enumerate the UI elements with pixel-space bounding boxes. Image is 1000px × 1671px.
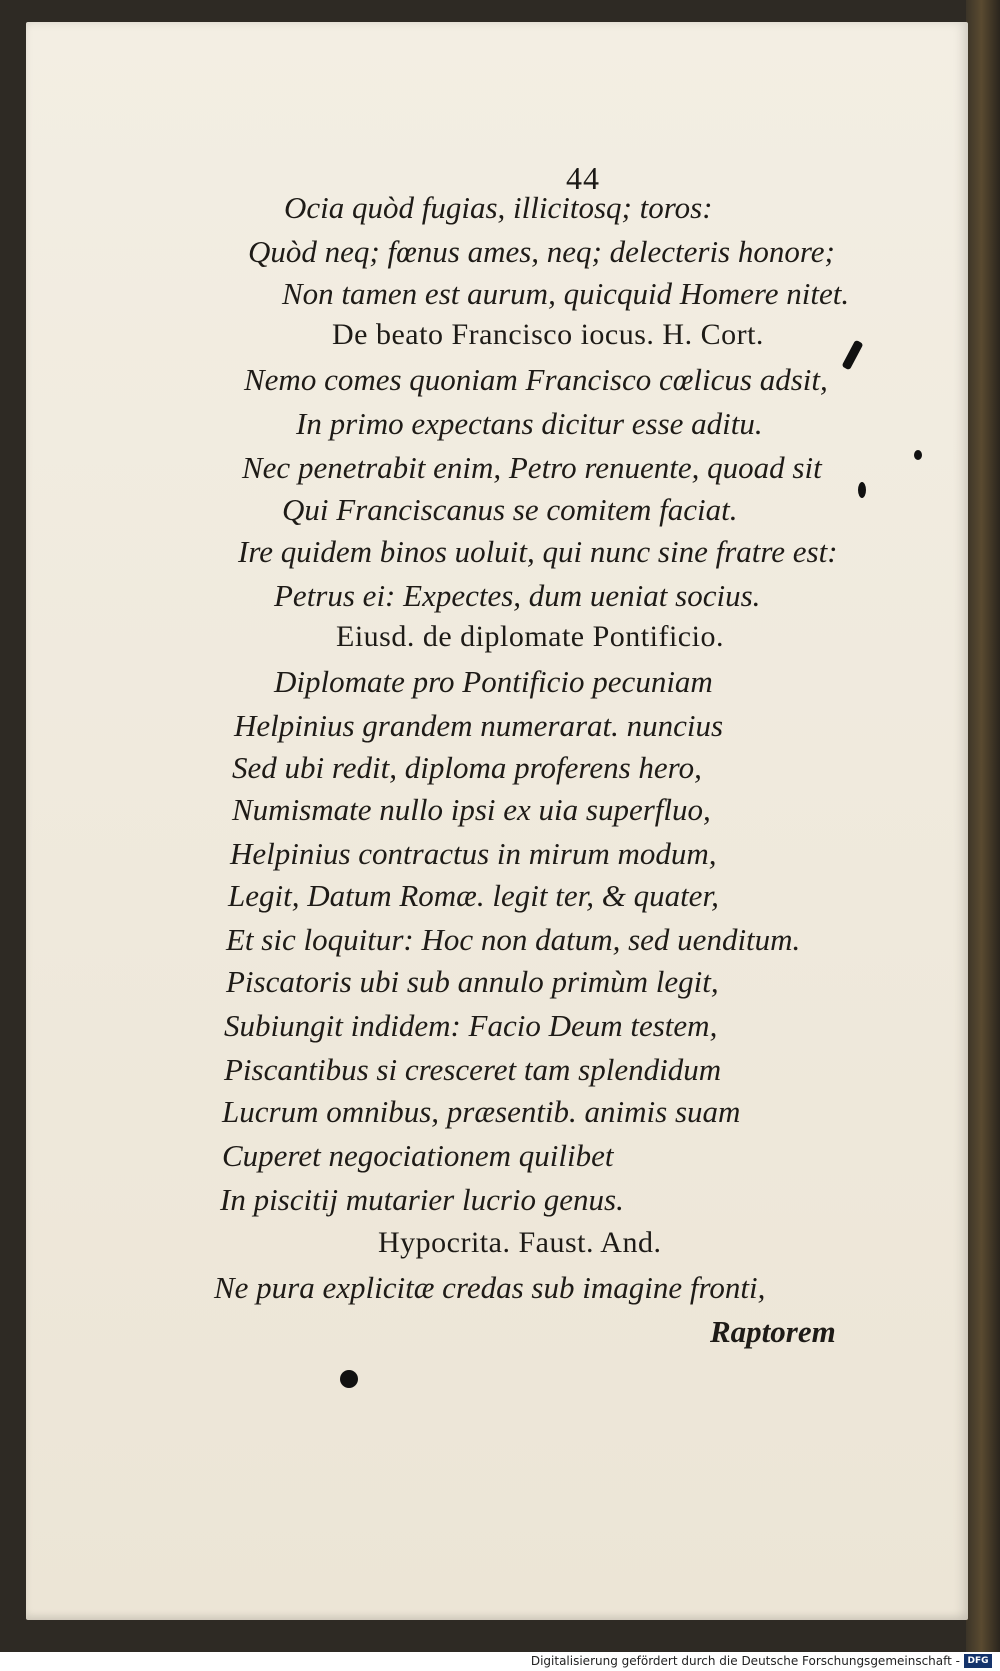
text-line: Helpinius grandem numerarat. nuncius — [234, 708, 724, 743]
text-line: Subiungit indidem: Facio Deum testem, — [224, 1008, 718, 1043]
text-line: Ne pura explicitæ credas sub imagine fronti, — [214, 1270, 766, 1305]
text-line: Nec penetrabit enim, Petro renuente, quoad sit — [242, 450, 822, 485]
text-line: Qui Franciscanus se comitem faciat. — [282, 492, 738, 527]
footer-bar — [0, 1652, 1000, 1671]
text-line: In piscitij mutarier lucrio genus. — [220, 1182, 624, 1217]
text-line: Quòd neq; fœnus ames, neq; delecteris honore; — [248, 234, 835, 269]
text-line: Ire quidem binos uoluit, qui nunc sine fratre est: — [238, 534, 838, 569]
book-edge — [966, 0, 1000, 1652]
section-heading: Hypocrita. Faust. And. — [378, 1226, 662, 1259]
text-line: Piscatoris ubi sub annulo primùm legit, — [226, 964, 719, 999]
text-line: Helpinius contractus in mirum modum, — [230, 836, 717, 871]
text-line: Sed ubi redit, diploma proferens hero, — [232, 750, 702, 785]
footer-credit: Digitalisierung gefördert durch die Deutsche Forschungsgemeinschaft - — [530, 1654, 960, 1668]
text-line: Et sic loquitur: Hoc non datum, sed uenditum. — [226, 922, 801, 957]
dfg-logo: DFG — [964, 1654, 992, 1668]
ink-mark — [914, 450, 922, 460]
text-line: Diplomate pro Pontificio pecuniam — [274, 664, 713, 699]
section-heading: De beato Francisco iocus. H. Cort. — [332, 318, 764, 351]
text-line: Non tamen est aurum, quicquid Homere nitet. — [282, 276, 850, 311]
text-line: Numismate nullo ipsi ex uia superfluo, — [232, 792, 711, 827]
text-line: In primo expectans dicitur esse aditu. — [296, 406, 763, 441]
page-number: 44 — [566, 160, 600, 196]
catchword: Raptorem — [710, 1314, 836, 1349]
ink-blot — [340, 1370, 358, 1388]
ink-mark — [841, 340, 863, 371]
book-page — [26, 22, 968, 1620]
text-line: Piscantibus si cresceret tam splendidum — [224, 1052, 722, 1087]
text-line: Lucrum omnibus, præsentib. animis suam — [222, 1094, 741, 1129]
section-heading: Eiusd. de diplomate Pontificio. — [336, 620, 724, 653]
text-line: Cuperet negociationem quilibet — [222, 1138, 614, 1173]
text-line: Nemo comes quoniam Francisco cœlicus adsit, — [244, 362, 828, 397]
text-line: Petrus ei: Expectes, dum ueniat socius. — [274, 578, 761, 613]
text-line: Legit, Datum Romæ. legit ter, & quater, — [228, 878, 719, 913]
ink-mark — [858, 482, 866, 498]
text-line: Ocia quòd fugias, illicitosq; toros: — [284, 190, 713, 225]
